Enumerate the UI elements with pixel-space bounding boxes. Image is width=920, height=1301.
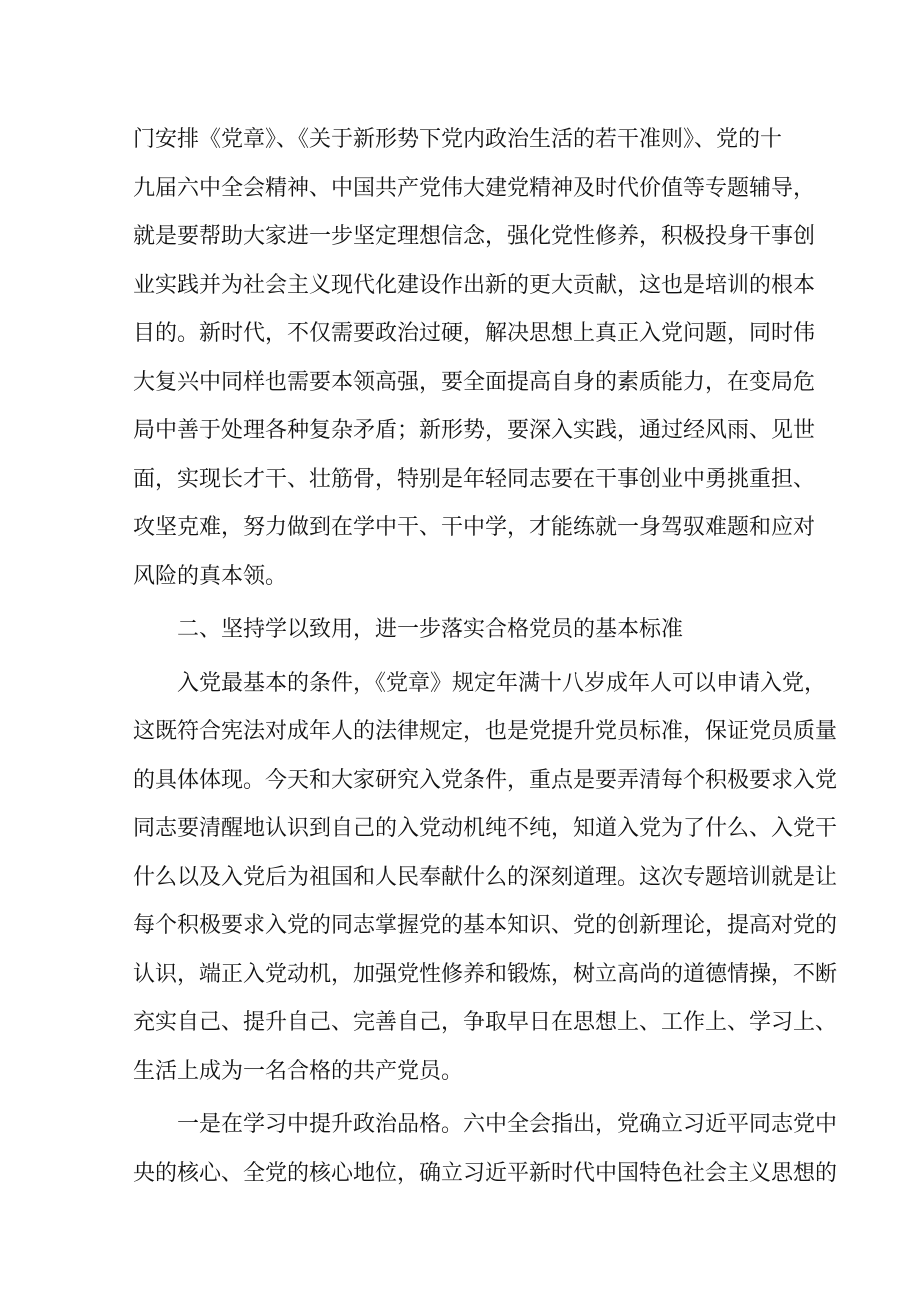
text-line: 入党最基本的条件，《党章》规定年满十八岁成年人可以申请入党， xyxy=(177,670,827,696)
text-line: 这既符合宪法对成年人的法律规定，也是党提升党员标准，保证党员质量 xyxy=(133,719,838,744)
text-line: 央的核心、全党的核心地位，确立习近平新时代中国特色社会主义思想的 xyxy=(133,1160,838,1186)
text-line: 一是在学习中提升政治品格。六中全会指出，党确立习近平同志党中 xyxy=(177,1112,838,1137)
text-line: 局中善于处理各种复杂矛盾；新形势，要深入实践，通过经风雨、见世 xyxy=(133,418,816,443)
text-line: 九届六中全会精神、中国共产党伟大建党精神及时代价值等专题辅导， xyxy=(133,175,816,201)
text-line: 认识，端正入党动机，加强党性修养和锻炼，树立高尚的道德情操，不断 xyxy=(133,961,838,987)
paragraph-membership-conditions xyxy=(133,660,838,1097)
paragraph-political-character xyxy=(133,1101,838,1198)
document-body xyxy=(133,116,838,1198)
paragraph-training-purpose xyxy=(133,116,816,601)
text-line: 目的。新时代，不仅需要政治过硬，解决思想上真正入党问题，同时伟 xyxy=(133,321,816,346)
text-line: 风险的真本领。 xyxy=(133,563,288,589)
text-line: 每个积极要求入党的同志掌握党的基本知识、党的创新理论，提高对党的 xyxy=(133,913,838,938)
text-line: 大复兴中同样也需要本领高强，要全面提高自身的素质能力，在变局危 xyxy=(133,369,816,395)
text-line: 生活上成为一名合格的共产党员。 xyxy=(133,1058,464,1084)
text-line: 攻坚克难，努力做到在学中干、干中学，才能练就一身驾驭难题和应对 xyxy=(133,515,816,540)
text-line: 就是要帮助大家进一步坚定理想信念，强化党性修养，积极投身干事创 xyxy=(133,224,816,249)
section-heading xyxy=(133,606,788,655)
text-line: 同志要清醒地认识到自己的入党动机纯不纯，知道入党为了什么、入党干 xyxy=(133,816,838,841)
text-line: 面，实现长才干、壮筋骨，特别是年轻同志要在干事创业中勇挑重担、 xyxy=(133,466,816,492)
text-line: 业实践并为社会主义现代化建设作出新的更大贡献，这也是培训的根本 xyxy=(133,272,816,298)
text-line: 门安排《党章》、《关于新形势下党内政治生活的若干准则》、党的十 xyxy=(133,127,783,152)
section-heading-text: 二、坚持学以致用，进一步落实合格党员的基本标准 xyxy=(177,617,684,642)
text-line: 充实自己、提升自己、完善自己，争取早日在思想上、工作上、学习上、 xyxy=(133,1010,838,1035)
text-line: 什么以及入党后为祖国和人民奉献什么的深刻道理。这次专题培训就是让 xyxy=(133,864,838,890)
text-line: 的具体体现。今天和大家研究入党条件，重点是要弄清每个积极要求入党 xyxy=(133,767,838,793)
